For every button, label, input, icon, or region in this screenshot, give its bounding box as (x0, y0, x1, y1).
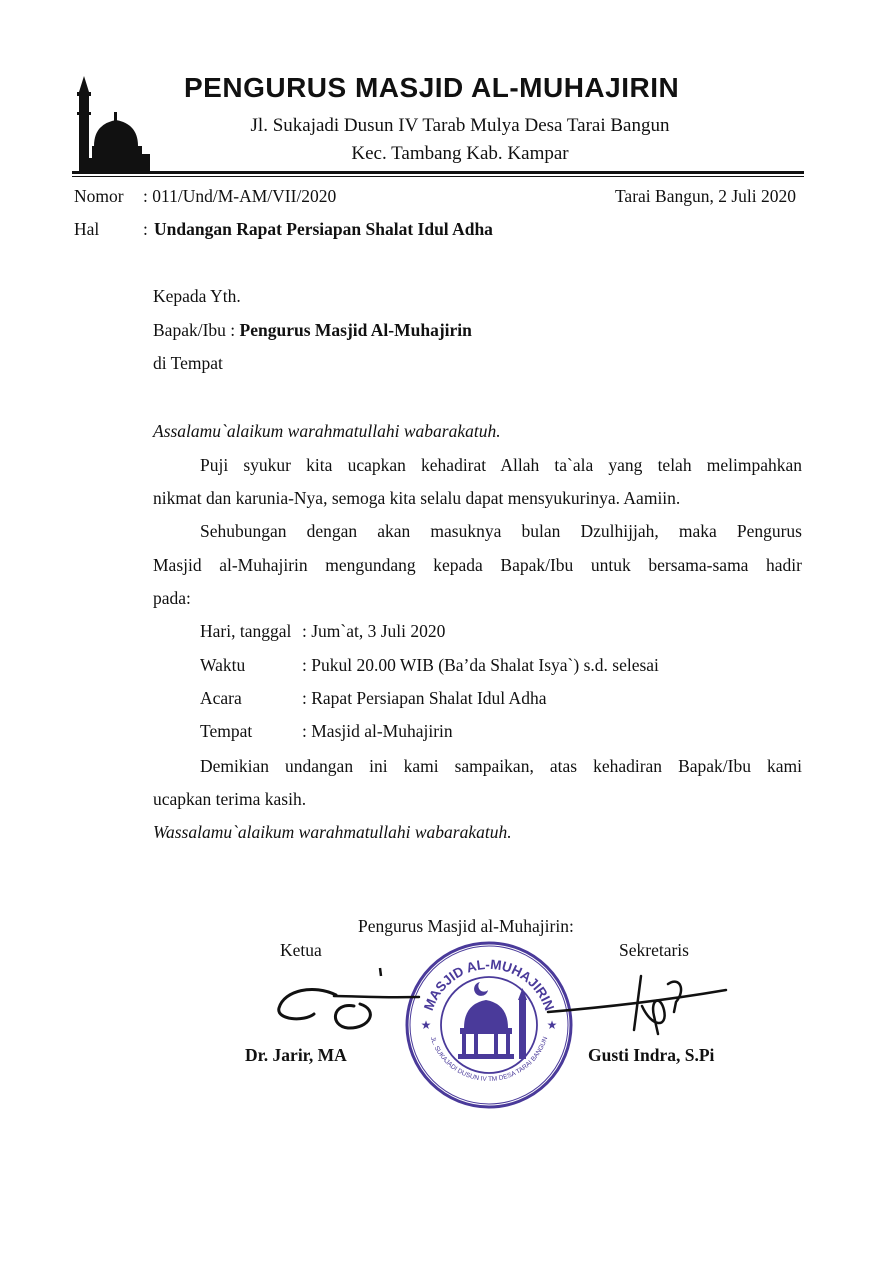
ketua-signature (274, 962, 424, 1042)
letterhead-divider (72, 171, 804, 174)
right-signatory-name: Gusti Indra, S.Pi (588, 1045, 715, 1065)
nomor-label: Nomor (74, 186, 124, 206)
closing-line-1: Demikian undangan ini kami sampaikan, atas kehadiran Bapak/Ibu kami (200, 756, 802, 776)
detail-value: : Pukul 20.00 WIB (Ba’da Shalat Isya`) s.d. selesai (302, 655, 659, 675)
signature-org-label: Pengurus Masjid al-Muhajirin: (358, 916, 574, 936)
recipient-name: Pengurus Masjid Al-Muhajirin (239, 320, 472, 340)
svg-text:★: ★ (546, 1018, 558, 1032)
recipient-line-1: Kepada Yth. (153, 286, 241, 306)
paragraph-2-line-2: Masjid al-Muhajirin mengundang kepada Bapak/Ibu untuk bersama-sama hadir (153, 555, 802, 575)
farewell: Wassalamu`alaikum warahmatullahi wabarakatuh. (153, 822, 512, 842)
recipient-line-3: di Tempat (153, 353, 223, 373)
letter-date: Tarai Bangun, 2 Juli 2020 (614, 186, 796, 206)
hal-subject: Undangan Rapat Persiapan Shalat Idul Adha (154, 219, 493, 239)
paragraph-1-line-1: Puji syukur kita ucapkan kehadirat Allah ta`ala yang telah melimpahkan (200, 455, 802, 475)
detail-label: Tempat (200, 721, 253, 741)
letterhead-divider-thin (72, 176, 804, 177)
hal-colon: : (143, 219, 148, 239)
svg-text:JL. SUKAJADI DUSUN IV TM DESA (429, 1036, 550, 1083)
stamp-top-text: MASJID AL-MUHAJIRIN (420, 956, 558, 1013)
stamp-mosque-icon (458, 982, 527, 1059)
paragraph-2-line-1: Sehubungan dengan akan masuknya bulan Dzulhijjah, maka Pengurus (200, 521, 802, 541)
paragraph-2-line-3: pada: (153, 588, 191, 608)
paragraph-1-line-2: nikmat dan karunia-Nya, semoga kita selalu dapat mensyukurinya. Aamiin. (153, 488, 681, 508)
stamp-bottom-text: JL. SUKAJADI DUSUN IV TM DESA TARAI BANGUN (428, 1035, 550, 1083)
detail-value: : Masjid al-Muhajirin (302, 721, 453, 741)
right-role: Sekretaris (619, 940, 689, 960)
organization-title: PENGURUS MASJID AL-MUHAJIRIN (184, 72, 680, 103)
left-role: Ketua (280, 940, 322, 960)
recipient-line-2 (153, 320, 472, 341)
mosque-logo-icon (72, 74, 152, 174)
hal-label: Hal (74, 219, 100, 239)
sekretaris-signature (546, 972, 730, 1042)
svg-text:★: ★ (420, 1018, 432, 1032)
detail-value: : Jum`at, 3 Juli 2020 (302, 621, 446, 641)
address-line-2: Kec. Tambang Kab. Kampar (351, 143, 569, 164)
detail-value: : Rapat Persiapan Shalat Idul Adha (302, 688, 547, 708)
detail-label: Hari, tanggal (200, 621, 292, 641)
nomor-value: : 011/Und/M-AM/VII/2020 (143, 186, 337, 206)
greeting: Assalamu`alaikum warahmatullahi wabarakatuh. (153, 421, 501, 441)
detail-label: Acara (200, 688, 242, 708)
left-signatory-name: Dr. Jarir, MA (245, 1045, 347, 1065)
closing-line-2: ucapkan terima kasih. (153, 789, 307, 809)
recipient-prefix: Bapak/Ibu : (153, 320, 240, 340)
address-line-1: Jl. Sukajadi Dusun IV Tarab Mulya Desa Tarai Bangun (250, 115, 670, 136)
detail-label: Waktu (200, 655, 246, 675)
